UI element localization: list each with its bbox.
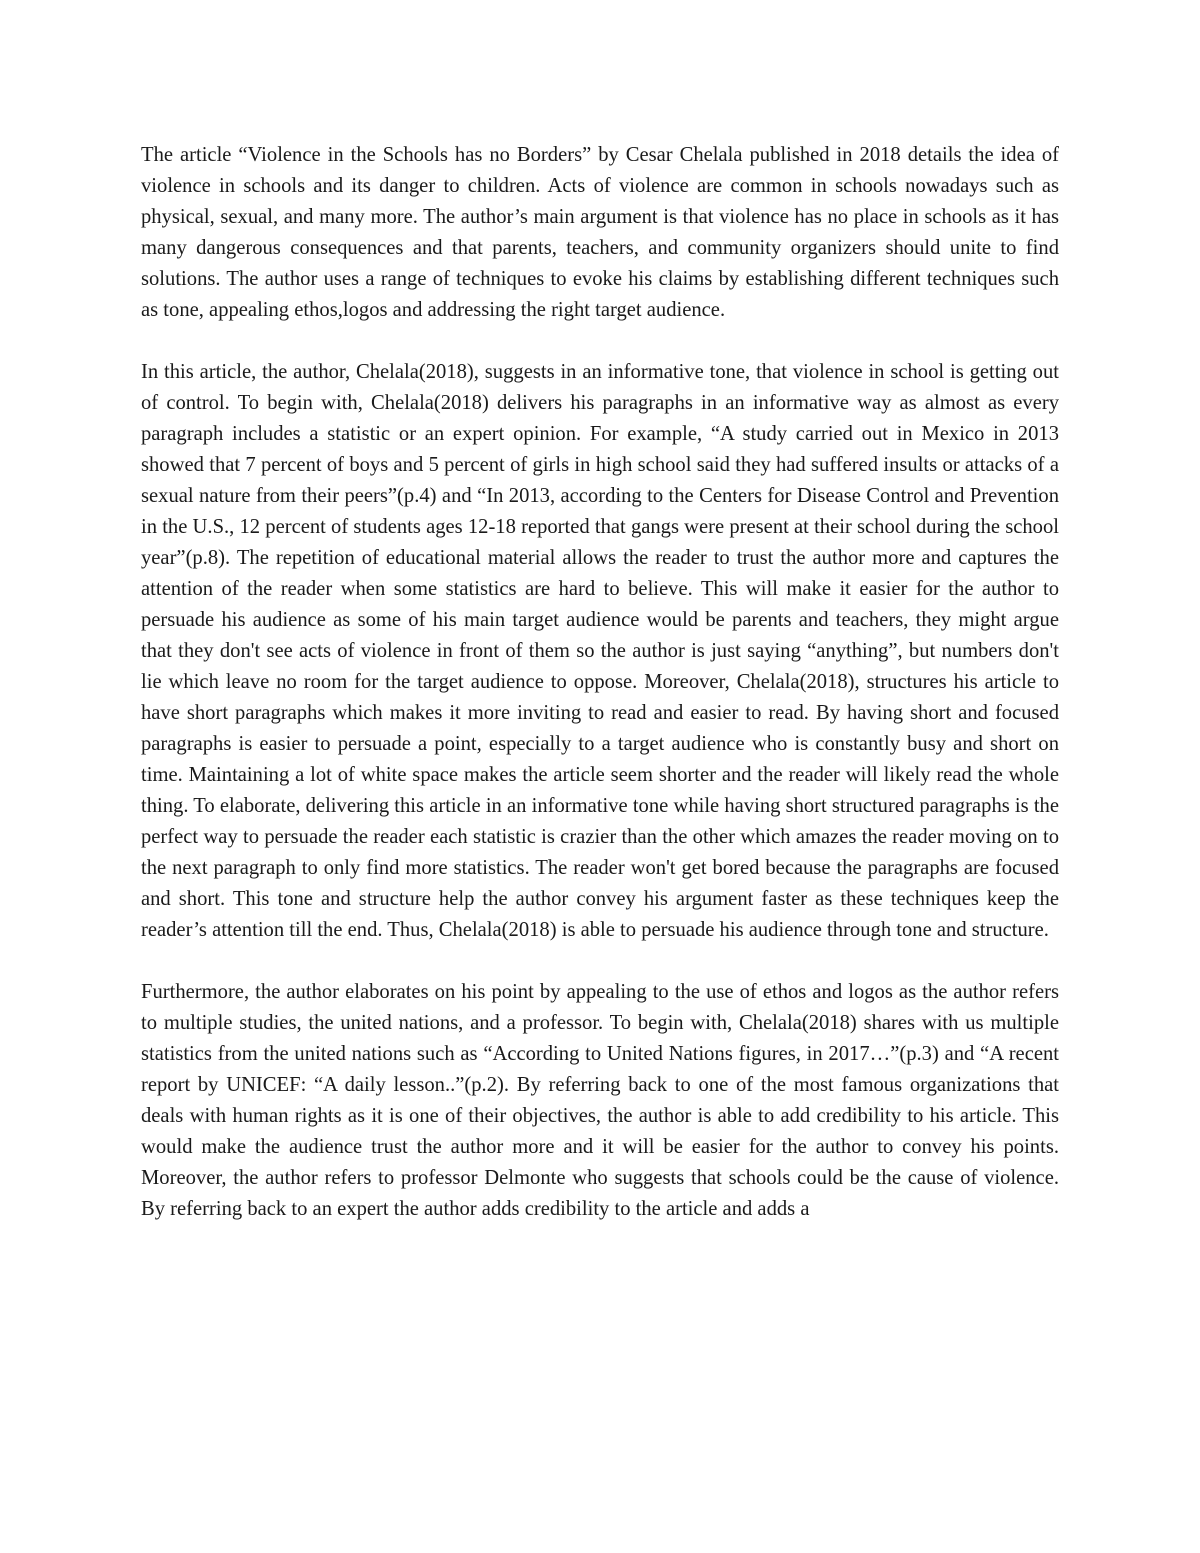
paragraph-introduction: The article “Violence in the Schools has no Borders” by Cesar Chelala published in 2018 details the idea of violence in schools and its danger to children. Acts of violence are common in schools nowadays such as physical, sexual, and many more. The author’s main argument is that violence has no place in schools as it has many dangerous consequences and that parents, teachers, and community organizers should unite to find solutions. The author uses a range of techniques to evoke his claims by establishing different techniques such as tone, appealing ethos,logos and addressing the right target audience. [141,144,1059,321]
document-body [141,140,1059,1225]
paragraph-ethos-and-logos: Furthermore, the author elaborates on his point by appealing to the use of ethos and logos as the author refers to multiple studies, the united nations, and a professor. To begin with, Chelala(2018) shares with us multiple statistics from the united nations such as “According to United Nations figures, in 2017…”(p.3) and “A recent report by UNICEF: “A daily lesson..”(p.2). By referring back to one of the most famous organizations that deals with human rights as it is one of their objectives, the author is able to add credibility to his article. This would make the audience trust the author more and it will be easier for the author to convey his points. Moreover, the author refers to professor Delmonte who suggests that schools could be the cause of violence. By referring back to an expert the author adds credibility to the article and adds a [141,981,1059,1220]
paragraph-tone-and-structure: In this article, the author, Chelala(2018), suggests in an informative tone, that violence in school is getting out of control. To begin with, Chelala(2018) delivers his paragraphs in an informative way as almost as every paragraph includes a statistic or an expert opinion. For example, “A study carried out in Mexico in 2013 showed that 7 percent of boys and 5 percent of girls in high school said they had suffered insults or attacks of a sexual nature from their peers”(p.4) and “In 2013, according to the Centers for Disease Control and Prevention in the U.S., 12 percent of students ages 12-18 reported that gangs were present at their school during the school year”(p.8). The repetition of educational material allows the reader to trust the author more and captures the attention of the reader when some statistics are hard to believe. This will make it easier for the author to persuade his audience as some of his main target audience would be parents and teachers, they might argue that they don't see acts of violence in front of them so the author is just saying “anything”, but numbers don't lie which leave no room for the target audience to oppose. Moreover, Chelala(2018), structures his article to have short paragraphs which makes it more inviting to read and easier to read. By having short and focused paragraphs is easier to persuade a point, especially to a target audience who is constantly busy and short on time. Maintaining a lot of white space makes the article seem shorter and the reader will likely read the whole thing. To elaborate, delivering this article in an informative tone while having short structured paragraphs is the perfect way to persuade the reader each statistic is crazier than the other which amazes the reader moving on to the next paragraph to only find more statistics. The reader won't get bored because the paragraphs are focused and short. This tone and structure help the author convey his argument faster as these techniques keep the reader’s attention till the end. Thus, Chelala(2018) is able to persuade his audience through tone and structure. [141,361,1059,941]
